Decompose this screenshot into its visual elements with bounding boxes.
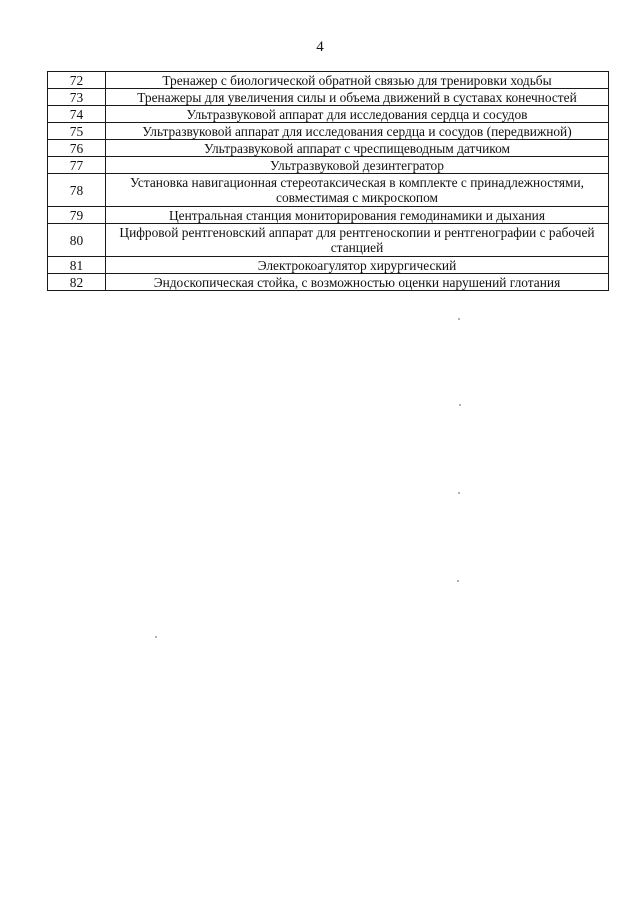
table-row [48, 72, 609, 89]
table-row [48, 89, 609, 106]
row-number: 73 [48, 89, 106, 106]
table-row [48, 174, 609, 207]
table-row [48, 207, 609, 224]
row-name: Ультразвуковой аппарат с чреспищеводным датчиком [106, 140, 609, 157]
table-row [48, 106, 609, 123]
row-name: Тренажеры для увеличения силы и объема движений в суставах конечностей [106, 89, 609, 106]
table-row [48, 123, 609, 140]
row-number: 80 [48, 224, 106, 257]
row-name: Установка навигационная стереотаксическая в комплекте с принадлежностями, совместимая с микроскопом [106, 174, 609, 207]
row-name: Ультразвуковой аппарат для исследования сердца и сосудов (передвижной) [106, 123, 609, 140]
row-number: 78 [48, 174, 106, 207]
scan-speck [459, 404, 461, 406]
row-name: Электрокоагулятор хирургический [106, 257, 609, 274]
scan-speck [155, 636, 157, 638]
row-number: 79 [48, 207, 106, 224]
table-row [48, 257, 609, 274]
scan-speck [457, 580, 459, 582]
table-row [48, 274, 609, 291]
table-row [48, 224, 609, 257]
row-name: Центральная станция мониторирования гемодинамики и дыхания [106, 207, 609, 224]
row-number: 77 [48, 157, 106, 174]
scan-speck [458, 318, 460, 320]
row-name: Тренажер с биологической обратной связью для тренировки ходьбы [106, 72, 609, 89]
row-name: Ультразвуковой дезинтегратор [106, 157, 609, 174]
row-name: Ультразвуковой аппарат для исследования сердца и сосудов [106, 106, 609, 123]
row-number: 81 [48, 257, 106, 274]
row-name: Цифровой рентгеновский аппарат для рентгеноскопии и рентгенографии с рабочей станцией [106, 224, 609, 257]
table-row [48, 157, 609, 174]
table-row [48, 140, 609, 157]
row-number: 82 [48, 274, 106, 291]
row-name: Эндоскопическая стойка, с возможностью оценки нарушений глотания [106, 274, 609, 291]
row-number: 74 [48, 106, 106, 123]
row-number: 76 [48, 140, 106, 157]
page-number: 4 [316, 39, 324, 55]
equipment-table [47, 71, 609, 291]
row-number: 72 [48, 72, 106, 89]
row-number: 75 [48, 123, 106, 140]
scan-speck [458, 492, 460, 494]
